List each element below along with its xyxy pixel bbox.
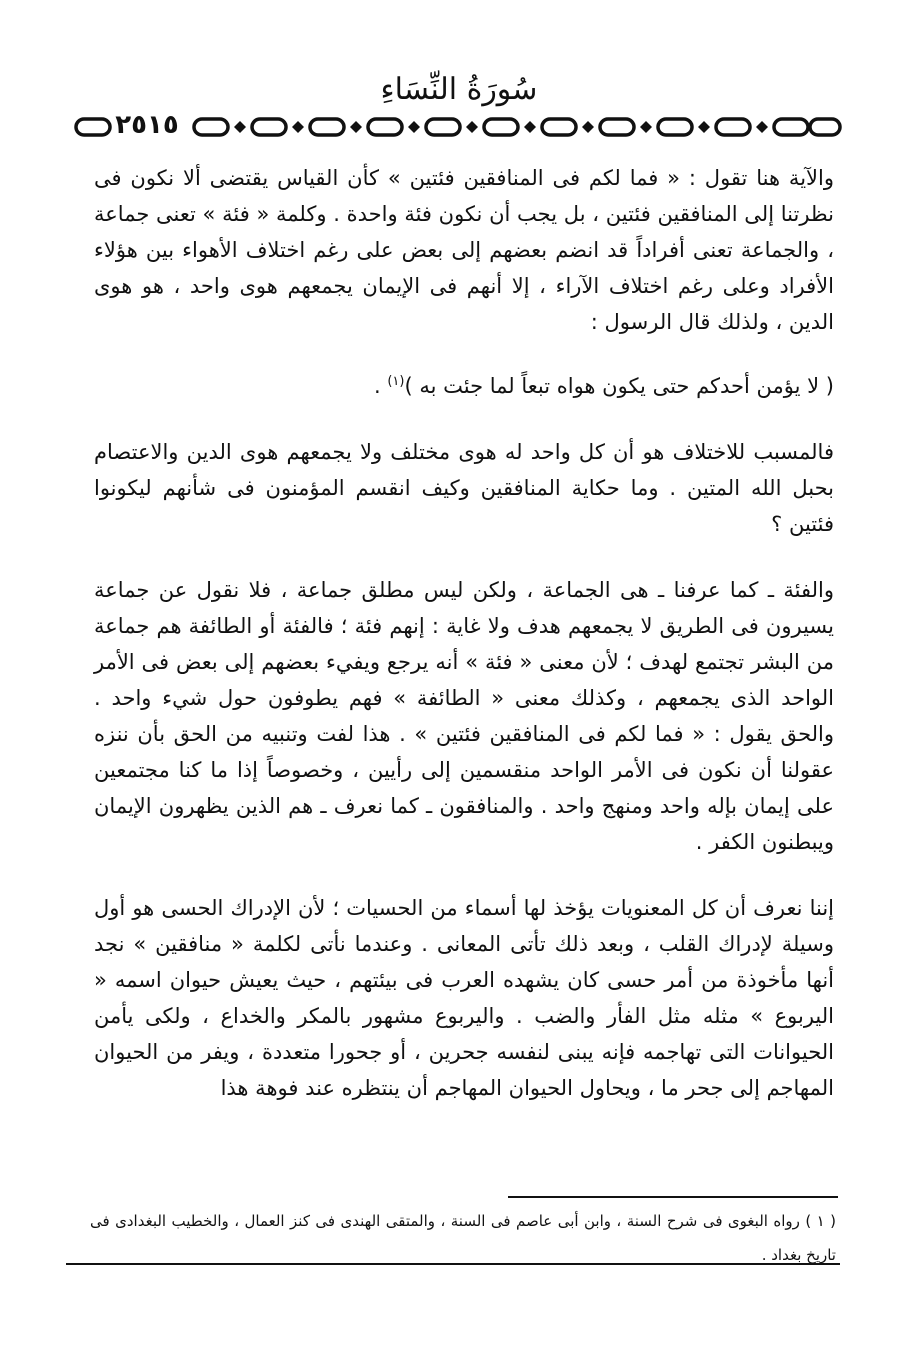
hadith-text: ( لا يؤمن أحدكم حتى يكون هواه تبعاً لما جئت به ) [404,374,834,398]
header-ornament-border [66,112,846,142]
surah-title: سُورَةُ النِّسَاءِ [380,72,538,107]
footnote [90,1204,836,1272]
footnote-reference: (١) [387,374,405,389]
paragraph: فالمسبب للاختلاف هو أن كل واحد له هوى مختلف ولا يجمعهم هوى الدين والاعتصام بحبل الله المتين . وما حكاية المنافقين وكيف انقسم المؤمنون فى شأنهم ليكونوا فئتين ؟ [94,440,834,536]
hadith-quote [94,364,834,404]
paragraph: والآية هنا تقول : « فما لكم فى المنافقين فئتين » كأن القياس يقتضى ألا نكون فى نظرتنا إلى المنافقين فئتين ، بل يجب أن نكون فئة واحدة . وكلمة « فئة » تعنى جماعة ، والجماعة تعنى أفراداً قد انضم بعضهم إلى بعض على رغم اختلاف الأهواء بين هؤلاء الأفراد وعلى رغم اختلاف الآراء ، إلا أنهم فى الإيمان يجمعهم هوى واحد ، هو هوى الدين ، ولذلك قال الرسول : [94,166,834,334]
footnote-text: ( ١ ) رواه البغوى فى شرح السنة ، وابن أبى عاصم فى السنة ، والمتقى الهندى فى كنز العمال ، والخطيب البغدادى فى تاريخ بغداد . [90,1212,836,1264]
paragraph: والفئة ـ كما عرفنا ـ هى الجماعة ، ولكن ليس مطلق جماعة ، فلا نقول عن جماعة يسيرون فى الطريق لا يجمعهم هدف ولا غاية : إنهم فئة ؛ فالفئة أو الطائفة هم جماعة من البشر تجتمع لهدف ؛ لأن معنى « فئة » أنه يرجع ويفيء بعضهم إلى بعض فى الأمر الواحد الذى يجمعهم ، وكذلك معنى « الطائفة » فهم يطوفون حول شيء واحد . والحق يقول : « فما لكم فى المنافقين فئتين » . هذا لفت وتنبيه من الحق بأن ننزه عقولنا أن نكون فى الأمر الواحد منقسمين إلى رأيين ، وخصوصاً إذا ما كنا مجتمعين على إيمان بإله واحد ومنهج واحد . والمنافقون ـ كما نعرف ـ هم الذين يظهرون الإيمان ويبطنون الكفر . [94,578,834,854]
footnote-separator [508,1196,838,1198]
page-number: ٢٥١٥ [112,108,182,142]
hadith-end: . [373,374,388,398]
main-text [94,160,834,1106]
bottom-rule [66,1263,840,1265]
paragraph: إننا نعرف أن كل المعنويات يؤخذ لها أسماء من الحسيات ؛ لأن الإدراك الحسى هو أول وسيلة لإدراك القلب ، وبعد ذلك تأتى المعانى . وعندما نأتى لكلمة « منافقين » نجد أنها مأخوذة من أمر حسى كان يشهده العرب فى بيئتهم ، حيث يعيش حيوان اسمه « اليربوع » مثله مثل الفأر والضب . واليربوع مشهور بالمكر والخداع ، ولكى يأمن الحيوانات التى تهاجمه فإنه يبنى لنفسه جحرين ، أو جحورا متعددة ، ويفر من الحيوان المهاجم إلى جحر ما ، ويحاول الحيوان المهاجم أن ينتظره عند فوهة هذا [94,896,834,1100]
